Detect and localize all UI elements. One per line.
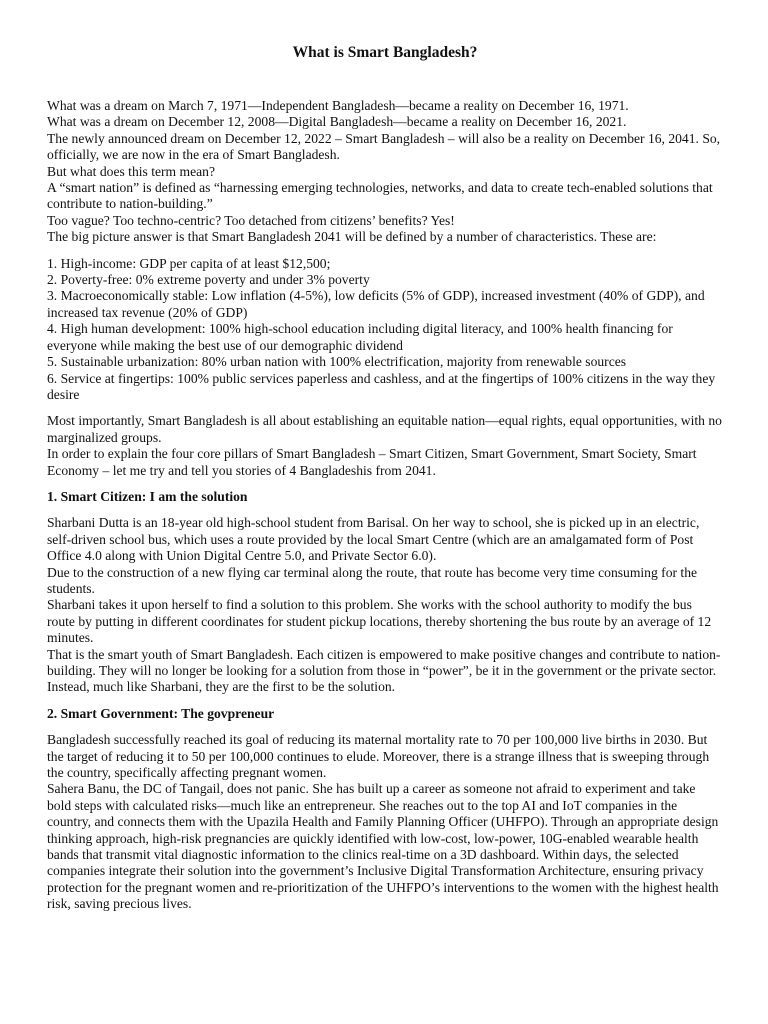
intro-paragraph: Too vague? Too techno-centric? Too detached from citizens’ benefits? Yes!: [47, 212, 455, 228]
section-paragraph: Sharbani takes it upon herself to find a solution to this problem. She works with the school authority to modify the bus route by putting in different coordinates for student pickup locations, thereby shortening the bus route by an average of 12 minutes.: [47, 597, 712, 646]
section-paragraph: That is the smart youth of Smart Bangladesh. Each citizen is empowered to make positive changes and contribute to nation-building. They will no longer be looking for a solution from those in “power”, be it in the government or the private sector. Instead, much like Sharbani, they are the first to be the solution.: [47, 646, 721, 695]
characteristic-item: 5. Sustainable urbanization: 80% urban nation with 100% electrification, majority from renewable sources: [47, 354, 627, 370]
article-body: [47, 98, 723, 913]
summary-paragraph: In order to explain the four core pillars of Smart Bangladesh – Smart Citizen, Smart Government, Smart Society, Smart Economy – let me try and tell you stories of 4 Bangladeshis from 2041.: [47, 446, 697, 478]
summary-paragraph: Most importantly, Smart Bangladesh is all about establishing an equitable nation—equal rights, equal opportunities, with no marginalized groups.: [47, 413, 722, 445]
section-paragraph: Sahera Banu, the DC of Tangail, does not panic. She has built up a career as someone not afraid to experiment and take bold steps with calculated risks—much like an entrepreneur. She reaches out to the top AI and IoT companies in the country, and connects them with the Upazila Health and Family Planning Officer (UHFPO). Through an appropriate design thinking approach, high-risk pregnancies are quickly identified with low-cost, low-power, 10G-enabled wearable health bands that transmit vital diagnostic information to the clinics real-time on a 3D dashboard. Within days, the selected companies integrate their solution into the government’s Inclusive Digital Transformation Architecture, ensuring privacy protection for the pregnant women and re-prioritization of the UHFPO’s interventions to the women with the highest health risk, saving precious lives.: [47, 781, 719, 912]
intro-paragraph: But what does this term mean?: [47, 163, 215, 179]
characteristic-item: 2. Poverty-free: 0% extreme poverty and under 3% poverty: [47, 272, 370, 288]
page-title: What is Smart Bangladesh?: [292, 44, 478, 61]
section-heading-smart-citizen: 1. Smart Citizen: I am the solution: [47, 488, 248, 504]
intro-paragraph: The newly announced dream on December 12, 2022 – Smart Bangladesh – will also be a reality on December 16, 2041. So, officially, we are now in the era of Smart Bangladesh.: [47, 130, 721, 163]
characteristic-item: 6. Service at fingertips: 100% public services paperless and cashless, and at the fingertips of 100% citizens in the way they desire: [47, 370, 716, 402]
characteristic-item: 1. High-income: GDP per capita of at least $12,500;: [47, 255, 331, 271]
characteristic-item: 3. Macroeconomically stable: Low inflation (4-5%), low deficits (5% of GDP), increased investment (40% of GDP), and increased tax revenue (20% of GDP): [47, 288, 705, 320]
section-paragraph: Due to the construction of a new flying car terminal along the route, that route has become very time consuming for the students.: [47, 564, 698, 596]
intro-paragraph: The big picture answer is that Smart Bangladesh 2041 will be defined by a number of characteristics. These are:: [47, 229, 657, 245]
intro-paragraph: What was a dream on December 12, 2008—Digital Bangladesh—became a reality on December 16, 2021.: [47, 114, 627, 130]
intro-paragraph: A “smart nation” is defined as “harnessing emerging technologies, networks, and data to create tech-enabled solutions that contribute to nation-building.”: [47, 180, 713, 212]
section-paragraph: Sharbani Dutta is an 18-year old high-school student from Barisal. On her way to school, she is picked up in an electric, self-driven school bus, which uses a route provided by the local Smart Centre (which are an amalgamated form of Post Office 4.0 along with Union Digital Centre 5.0, and Private Sector 6.0).: [47, 515, 700, 564]
section-heading-smart-government: 2. Smart Government: The govpreneur: [47, 705, 275, 721]
section-paragraph: Bangladesh successfully reached its goal of reducing its maternal mortality rate to 70 per 100,000 live births in 2030. But the target of reducing it to 50 per 100,000 continues to elude. Moreover, there is a strange illness that is sweeping through the country, specifically affecting pregnant women.: [47, 732, 710, 781]
characteristic-item: 4. High human development: 100% high-school education including digital literacy, and 100% health financing for everyone while making the best use of our demographic dividend: [47, 321, 673, 353]
intro-paragraph: What was a dream on March 7, 1971—Independent Bangladesh—became a reality on December 16, 1971.: [47, 98, 629, 113]
